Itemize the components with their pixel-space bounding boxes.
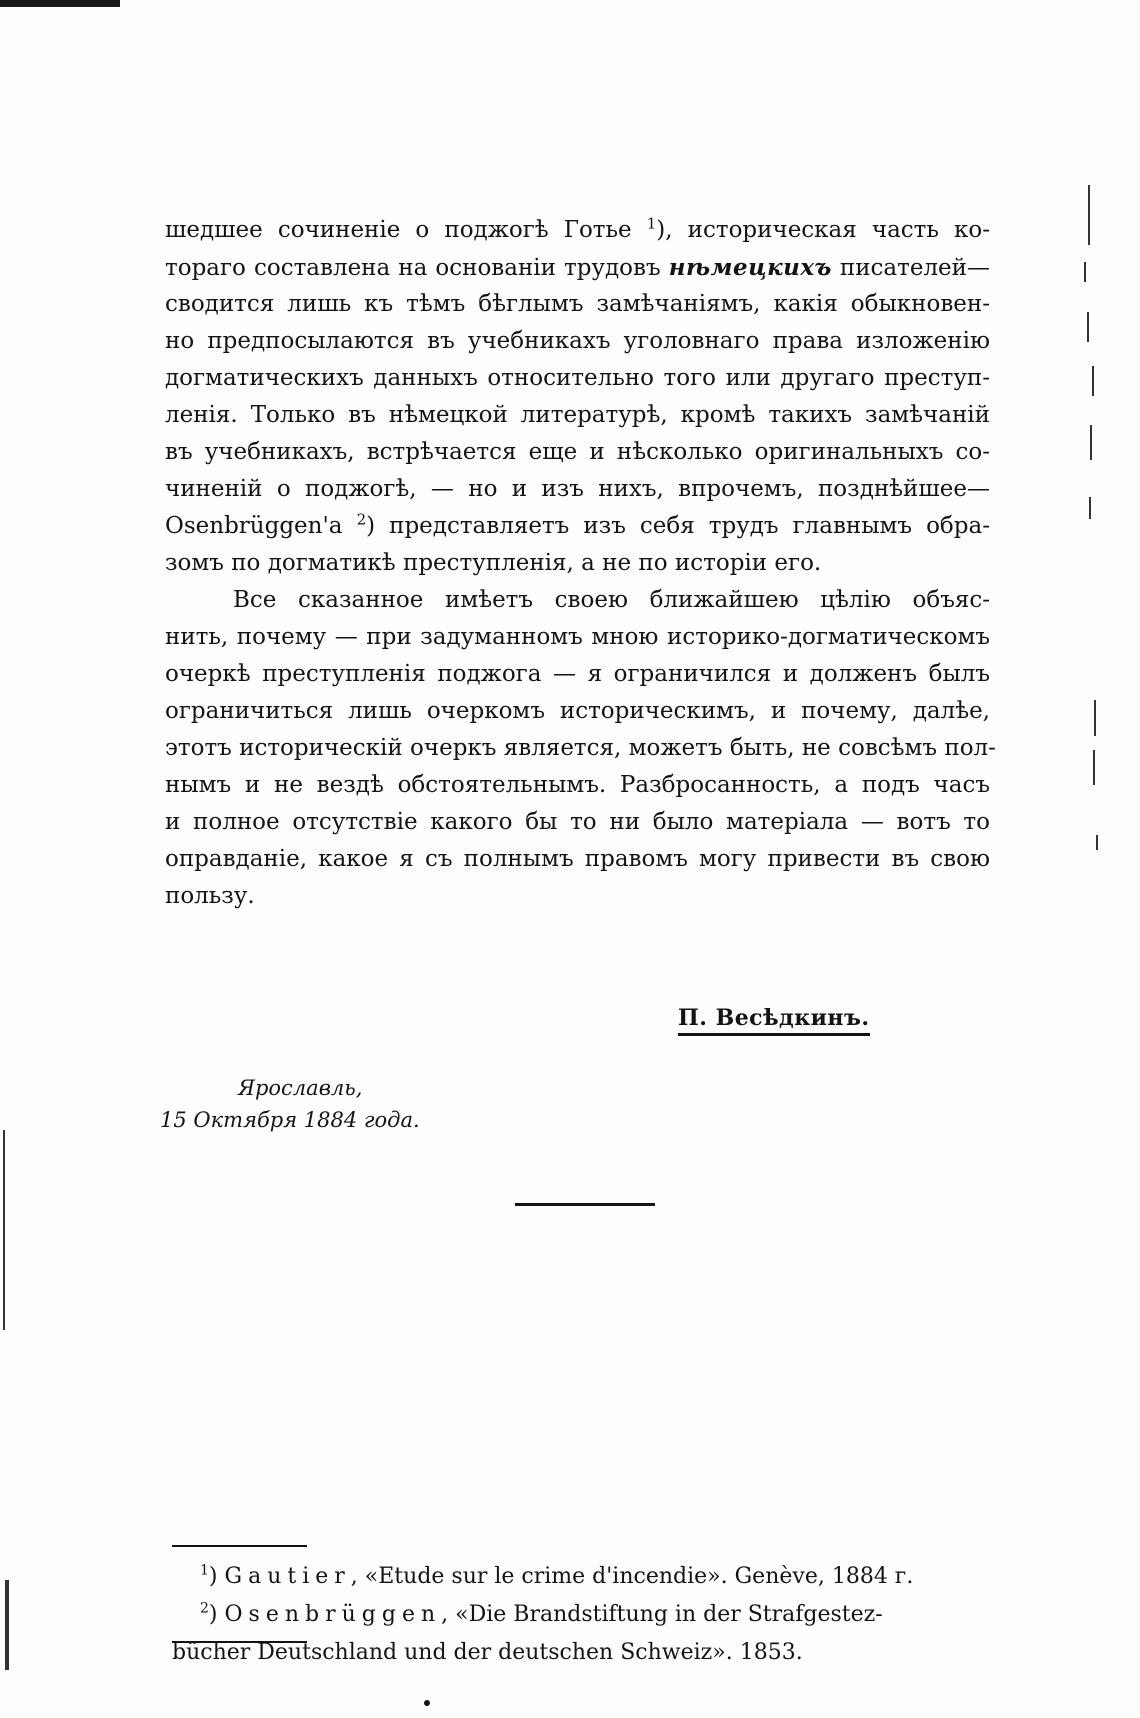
ink-speck [424,1700,430,1706]
footnote-author: Gautier [224,1564,351,1589]
body-line-12: нить, почему — при задуманномъ мною историко-догматическомъ [165,624,990,650]
body-line-13: очеркѣ преступленія поджога — я ограничился и долженъ былъ [165,661,990,687]
footnote-author: Osenbrüggen [224,1602,442,1627]
body-line-5: догматическихъ данныхъ относительно того или другаго преступ- [165,365,990,391]
body-line-2: тораго составлена на основаніи трудовъ нѣмецкихъ писателей— [165,254,991,281]
date-line: 15 Октября 1884 года. [160,1108,420,1132]
margin-mark [3,1130,5,1330]
margin-mark [1087,312,1089,342]
body-line-18: оправданіе, какое я съ полнымъ правомъ могу привести въ свою [165,846,990,872]
body-line-7: въ учебникахъ, встрѣчается еще и нѣсколько оригинальныхъ со- [165,439,990,465]
footnote-reference: 1 [646,214,657,233]
author-signature: П. Весѣдкинъ. [678,1005,870,1036]
body-line-11: Все сказанное имѣетъ своею ближайшею цѣлію объяс- [233,587,990,613]
body-line-8: чиненій о поджогѣ, — но и изъ нихъ, впрочемъ, позднѣйшее— [165,476,990,502]
body-line-6: ленія. Только въ нѣмецкой литературѣ, кромѣ такихъ замѣчаній [165,402,990,428]
footnote-2-continuation: bücher Deutschland und der deutschen Schweiz». 1853. [172,1640,803,1665]
footnote-2: $^2$) Osenbrüggen, «Die Brandstiftung in der Strafgestez- [200,1600,883,1627]
margin-mark [1093,750,1095,785]
body-line-15: этотъ историческій очеркъ является, можетъ быть, не совсѣмъ пол- [165,735,996,761]
body-line-10: зомъ по догматикѣ преступленія, а не по исторіи его. [165,550,822,576]
emphasized-word: нѣмецкихъ [668,254,832,281]
body-line-3: сводится лишь къ тѣмъ бѣглымъ замѣчаніямъ, какія обыкновен- [165,291,990,317]
margin-mark [1088,185,1090,245]
footnote-1: $^1$) Gautier, «Etude sur le crime d'incendie». Genève, 1884 г. [200,1562,914,1589]
margin-mark [1092,366,1094,396]
body-line-14: ограничиться лишь очеркомъ историческимъ, и почему, далѣе, [165,698,990,724]
body-line-9: Osenbrüggen'a $^2$) представляетъ изъ себя трудъ главнымъ обра- [165,510,990,539]
body-line-19: пользу. [165,883,255,909]
body-line-1: шедшее сочиненіе о поджогѣ Готье $^1$), историческая часть ко- [165,214,990,243]
footnote-mark: 1 [200,1562,209,1579]
place-line: Ярославль, [238,1076,363,1100]
scan-edge-mark [0,0,120,7]
footnote-rule-visible [172,1545,307,1547]
section-divider [515,1203,655,1206]
footnote-block-visible [0,1545,1140,1710]
margin-mark [1089,497,1091,519]
margin-mark [1084,262,1086,282]
margin-mark [1090,425,1092,460]
body-line-17: и полное отсутствіе какого бы то ни было матеріала — вотъ то [165,809,990,835]
margin-mark [1094,700,1096,736]
footnote-mark: 2 [200,1600,209,1617]
footnote-reference: 2 [356,510,367,529]
body-line-4: но предпосылаются въ учебникахъ уголовнаго права изложенію [165,328,990,354]
margin-mark [1096,835,1098,850]
body-line-16: нымъ и не вездѣ обстоятельнымъ. Разбросанность, а подъ часъ [165,772,990,798]
